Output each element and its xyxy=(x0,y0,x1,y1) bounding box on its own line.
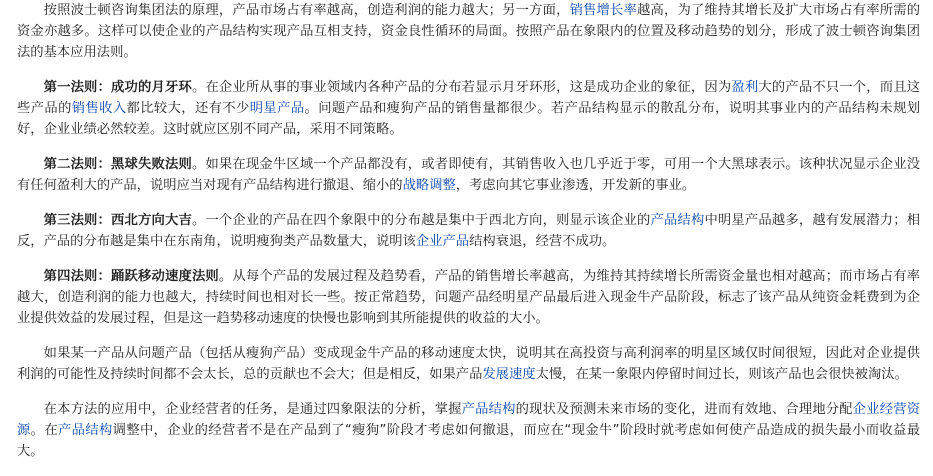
paragraph-text: 。问题产品和瘦狗产品的销售量都很少。若产品结构显示的散乱分布，说明其事业内的产品结构未规划好，企业业绩必然较差。这时就应区别不同产品，采用不同策略。 xyxy=(17,101,921,137)
link-product-structure[interactable]: 产品结构 xyxy=(58,423,113,438)
paragraph-rule-2 xyxy=(17,154,920,196)
paragraph-text: 。在企业所从事的事业领域内各种产品的分布若显示月牙环形，这是成功企业的象征，因为 xyxy=(191,80,732,95)
paragraph-application xyxy=(17,399,920,462)
rule-heading: 第四法则：踊跃移动速度法则 xyxy=(43,269,219,284)
paragraph-text: 中明星产品越多，越有发展潜力；相反，产品的分布越是集中在东南角，说明瘦狗类产品数量大，说明该 xyxy=(17,213,921,249)
paragraph-rule-4 xyxy=(17,266,920,329)
paragraph-text: 结构衰退，经营不成功。 xyxy=(469,234,616,249)
paragraph-text: 在本方法的应用中，企业经营者的任务，是通过四象限法的分析，掌握 xyxy=(43,402,462,417)
link-profit[interactable]: 盈利 xyxy=(731,80,759,95)
link-development-speed[interactable]: 发展速度 xyxy=(482,367,536,382)
paragraph-text: 太慢，在某一象限内停留时间过长，则该产品也会很快被淘汰。 xyxy=(535,367,908,382)
paragraph-text: 。如果在现金牛区域一个产品都没有，或者即使有，其销售收入也几乎近于零，可用一个大黑球表示。该种状况显示企业没有任何盈利大的产品，说明应当对现有产品结构进行撤退、缩小的 xyxy=(17,157,921,193)
link-star-products[interactable]: 明星产品 xyxy=(249,101,305,116)
paragraph-text: ，考虑向其它事业渗透，开发新的事业。 xyxy=(455,178,696,193)
link-sales-growth-rate[interactable]: 销售增长率 xyxy=(569,3,637,18)
paragraph-text: 大的产品不只一个，而且这些产品的 xyxy=(17,80,921,116)
paragraph-movement-speed xyxy=(17,343,920,385)
paragraph-text: 。在 xyxy=(30,423,58,438)
rule-heading: 第一法则：成功的月牙环 xyxy=(43,80,192,95)
link-enterprise-products[interactable]: 企业产品 xyxy=(415,234,470,249)
link-strategy-adjustment[interactable]: 战略调整 xyxy=(402,178,456,193)
link-sales-revenue[interactable]: 销售收入 xyxy=(71,101,127,116)
link-product-structure[interactable]: 产品结构 xyxy=(461,402,516,417)
link-product-structure[interactable]: 产品结构 xyxy=(650,213,705,228)
paragraph-rule-3 xyxy=(17,210,920,252)
paragraph-text: 按照波士顿咨询集团法的原理，产品市场占有率越高，创造利润的能力越大；另一方面， xyxy=(43,3,570,18)
paragraph-text: 调整中，企业的经营者不是在产品到了“瘦狗”阶段才考虑如何撤退，而应在“现金牛”阶段时就考虑如何使产品造成的损失最小而收益最大。 xyxy=(17,423,921,459)
rule-heading: 第三法则：西北方向大吉 xyxy=(43,213,192,228)
paragraph-text: 。从每个产品的发展过程及趋势看，产品的销售增长率越高，为维持其持续增长所需资金量也相对越高；而市场占有率越大，创造利润的能力也越大，持续时间也相对长一些。按正常趋势，问题产品经明星产品最后进入现金牛产品阶段，标志了该产品从纯资金耗费到为企业提供效益的发展过程，但是这一趋势移动速度的快慢也影响到其所能提供的收益的大小。 xyxy=(17,269,921,326)
paragraph-intro xyxy=(17,0,920,63)
rule-heading: 第二法则：黑球失败法则 xyxy=(43,157,192,172)
paragraph-text: 如果某一产品从问题产品（包括从瘦狗产品）变成现金牛产品的移动速度太快，说明其在高投资与高利润率的明星区域仅时间很短，因此对企业提供利润的可能性及持续时间都不会太长，总的贡献也不会大；但是相反，如果产品 xyxy=(17,346,920,382)
link-enterprise-resources[interactable]: 企业经营资源 xyxy=(17,402,921,438)
paragraph-text: 都比较大，还有不少 xyxy=(126,101,250,116)
paragraph-text: 。一个企业的产品在四个象限中的分布越是集中于西北方向，则显示该企业的 xyxy=(191,213,651,228)
paragraph-text: 的现状及预测未来市场的变化，进而有效地、合理地分配 xyxy=(515,402,853,417)
paragraph-text: 越高，为了维持其增长及扩大市场占有率所需的资金亦越多。这样可以使企业的产品结构实现产品互相支持，资金良性循环的局面。按照产品在象限内的位置及移动趋势的划分，形成了波士顿咨询集团法的基本应用法则。 xyxy=(17,3,921,60)
paragraph-rule-1 xyxy=(17,77,920,140)
